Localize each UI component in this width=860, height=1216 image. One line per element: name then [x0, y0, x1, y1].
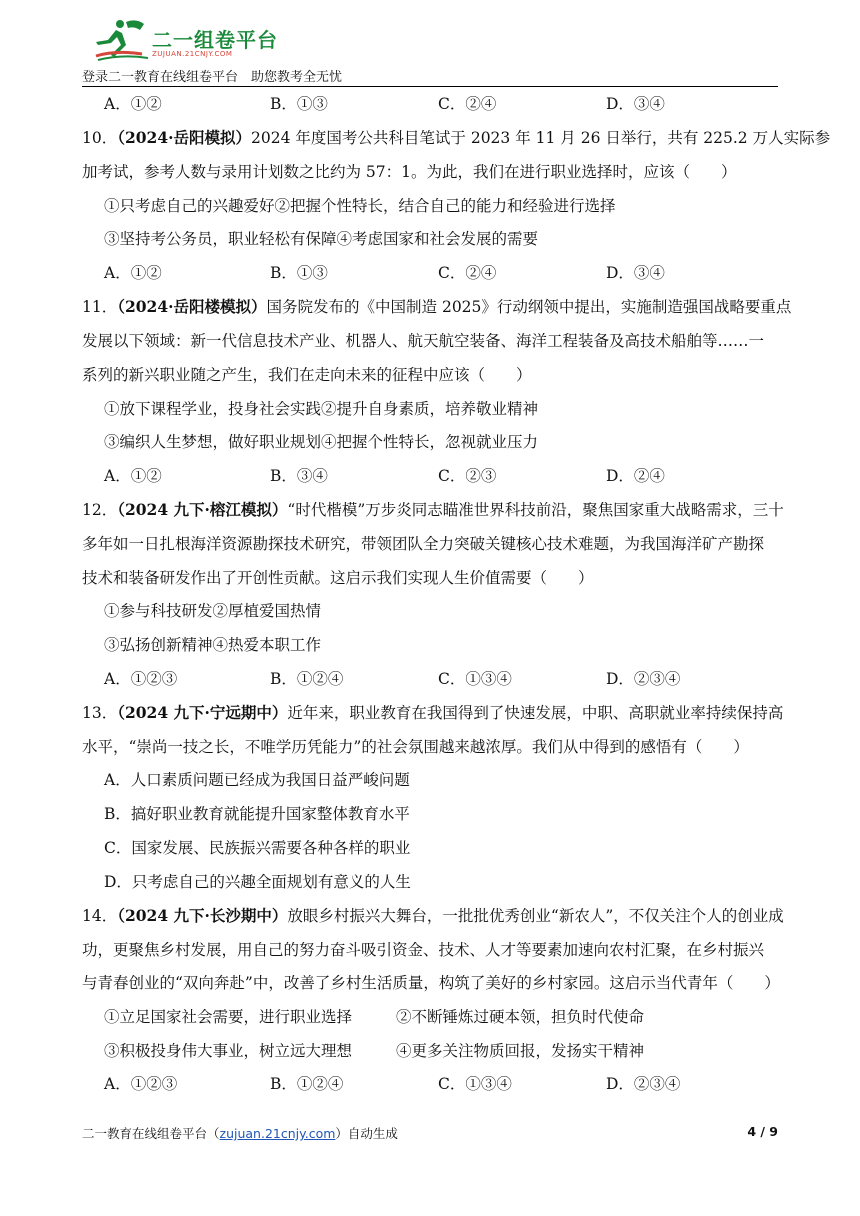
- q12-statement2: ③弘扬创新精神④热爱本职工作: [104, 636, 322, 654]
- q11-option-a: A．①②: [104, 467, 162, 485]
- logo-text: 二一组卷平台: [152, 28, 278, 52]
- q14-option-d: D．②③④: [606, 1075, 681, 1093]
- q12-option-c: C．①③④: [438, 670, 512, 688]
- q13-option-a: A．人口素质问题已经成为我国日益严峻问题: [104, 771, 410, 789]
- prev-option-b: B．①③: [270, 95, 328, 113]
- q13-option-b: B．搞好职业教育就能提升国家整体教育水平: [104, 805, 410, 823]
- q14-line3: 与青春创业的“双向奔赴”中，改善了乡村生活质量，构筑了美好的乡村家园。这启示当代青年（ ）: [82, 974, 780, 992]
- q13-option-c: C．国家发展、民族振兴需要各种各样的职业: [104, 839, 411, 857]
- q14-line1: 14．（2024 九下·长沙期中）放眼乡村振兴大舞台，一批批优秀创业“新农人”，不仅关注个人的创业成: [82, 906, 784, 925]
- q13-line2: 水平，“崇尚一技之长，不唯学历凭能力”的社会氛围越来越浓厚。我们从中得到的感悟有（ ）: [82, 738, 749, 756]
- page-number: 4 / 9: [747, 1124, 778, 1139]
- q12-statement1: ①参与科技研发②厚植爱国热情: [104, 602, 322, 620]
- footer-link[interactable]: zujuan.21cnjy.com: [219, 1126, 336, 1141]
- q11-option-c: C．②③: [438, 467, 497, 485]
- q11-option-d: D．②④: [606, 467, 665, 485]
- q12-option-a: A．①②③: [104, 670, 178, 688]
- q10-option-a: A．①②: [104, 264, 162, 282]
- logo-subtitle: ZUJUAN.21CNJY.COM: [152, 50, 233, 58]
- q14-statement2: ②不断锤炼过硬本领，担负时代使命: [396, 1008, 645, 1026]
- q11-statement1: ①放下课程学业，投身社会实践②提升自身素质，培养敬业精神: [104, 400, 539, 418]
- q12-option-b: B．①②④: [270, 670, 344, 688]
- footer-text: 二一教育在线组卷平台（zujuan.21cnjy.com）自动生成: [82, 1126, 398, 1141]
- q12-line1: 12．（2024 九下·榕江模拟）“时代楷模”万步炎同志瞄准世界科技前沿，聚焦国家重大战略需求，三十: [82, 500, 784, 519]
- q14-option-a: A．①②③: [104, 1075, 178, 1093]
- q12-line3: 技术和装备研发作出了开创性贡献。这启示我们实现人生价值需要（ ）: [82, 569, 594, 587]
- q14-line2: 功，更聚焦乡村发展，用自己的努力奋斗吸引资金、技术、人才等要素加速向农村汇聚，在乡村振兴: [82, 941, 765, 959]
- q11-line2: 发展以下领域：新一代信息技术产业、机器人、航天航空装备、海洋工程装备及高技术船舶等……一: [82, 332, 765, 350]
- q14-statement4: ④更多关注物质回报，发扬实干精神: [396, 1042, 645, 1060]
- q11-line1: 11．（2024·岳阳楼模拟）国务院发布的《中国制造 2025》行动纲领中提出，实施制造强国战略要重点: [82, 297, 792, 316]
- q14-statement3: ③积极投身伟大事业，树立远大理想: [104, 1042, 353, 1060]
- q10-option-b: B．①③: [270, 264, 328, 282]
- prev-option-d: D．③④: [606, 95, 665, 113]
- q11-statement2: ③编织人生梦想，做好职业规划④把握个性特长，忽视就业压力: [104, 433, 539, 451]
- header-divider: [82, 86, 778, 87]
- header-slogan: 登录二一教育在线组卷平台 助您教考全无忧: [82, 70, 343, 85]
- q10-line1: 10．（2024·岳阳模拟）2024 年度国考公共科目笔试于 2023 年 11 月 26 日举行，共有 225.2 万人实际参: [82, 128, 831, 147]
- q11-line3: 系列的新兴职业随之产生，我们在走向未来的征程中应该（ ）: [82, 366, 532, 384]
- q10-option-d: D．③④: [606, 264, 665, 282]
- q14-statement1: ①立足国家社会需要，进行职业选择: [104, 1008, 353, 1026]
- q10-statement1: ①只考虑自己的兴趣爱好②把握个性特长，结合自己的能力和经验进行选择: [104, 197, 616, 215]
- q10-statement2: ③坚持考公务员，职业轻松有保障④考虑国家和社会发展的需要: [104, 230, 539, 248]
- q14-option-c: C．①③④: [438, 1075, 512, 1093]
- q10-option-c: C．②④: [438, 264, 497, 282]
- q14-option-b: B．①②④: [270, 1075, 344, 1093]
- q13-option-d: D．只考虑自己的兴趣全面规划有意义的人生: [104, 873, 411, 891]
- q10-line2: 加考试，参考人数与录用计划数之比约为 57：1。为此，我们在进行职业选择时，应该（ ）: [82, 163, 737, 181]
- q12-option-d: D．②③④: [606, 670, 681, 688]
- prev-option-a: A．①②: [104, 95, 162, 113]
- q12-line2: 多年如一日扎根海洋资源勘探技术研究，带领团队全力突破关键核心技术难题，为我国海洋矿产勘探: [82, 535, 765, 553]
- q13-line1: 13．（2024 九下·宁远期中）近年来，职业教育在我国得到了快速发展，中职、高职就业率持续保持高: [82, 703, 784, 722]
- q11-option-b: B．③④: [270, 467, 328, 485]
- prev-option-c: C．②④: [438, 95, 497, 113]
